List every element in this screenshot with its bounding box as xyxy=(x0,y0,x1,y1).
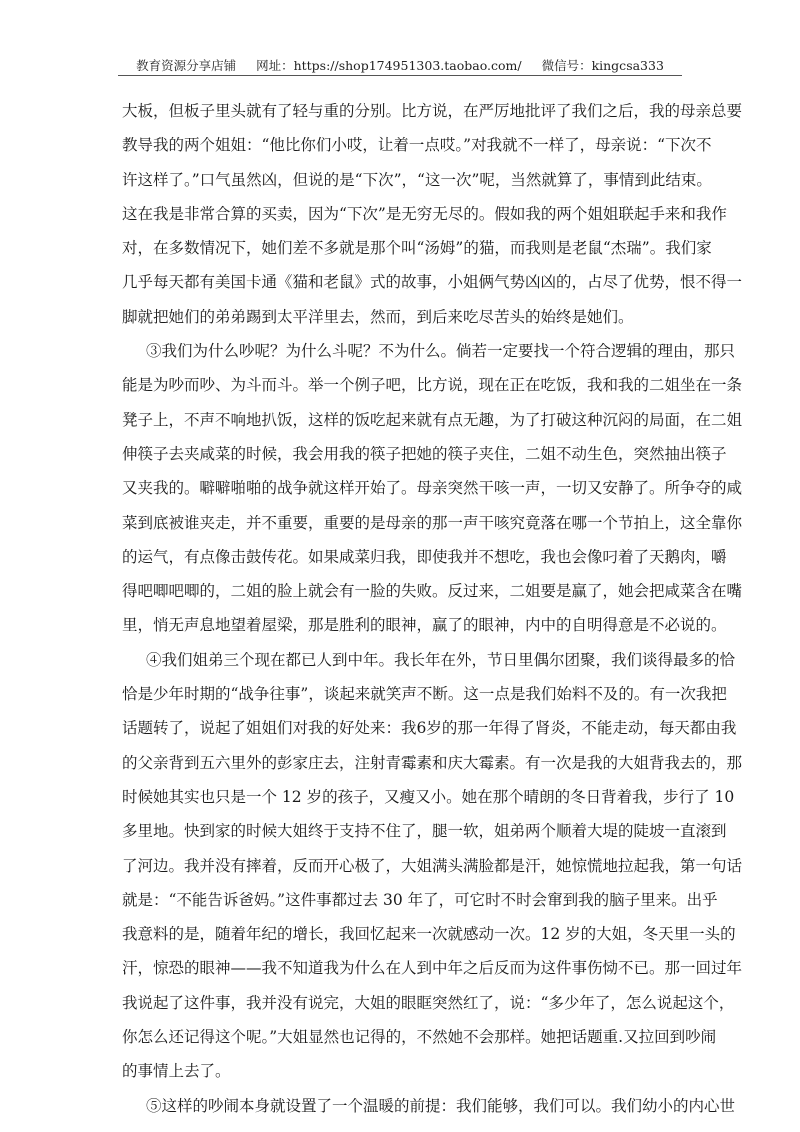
text-line: 的父亲背到五六里外的彭家庄去，注射青霉素和庆大霉素。有一次是我的大姐背我去的，那 xyxy=(122,753,743,772)
text-line: 教导我的两个姐姐：“他比你们小哎，让着一点哎。”对我就不一样了，母亲说：“下次不 xyxy=(122,136,712,155)
text-line: 脚就把她们的弟弟踢到太平洋里去，然而，到后来吃尽苦头的始终是她们。 xyxy=(122,307,634,326)
article-body xyxy=(122,94,743,1123)
text-line: 我意料的是，随着年纪的增长，我回忆起来一次就感动一次。12 岁的大姐，冬天里一头的 xyxy=(122,925,736,944)
text-line: 了河边。我并没有摔着，反而开心极了，大姐满头满脸都是汗，她惊慌地拉起我，第一句话 xyxy=(122,856,743,875)
text-line: 许这样了。”口气虽然凶，但说的是“下次”，“这一次”呢，当然就算了，事情到此结束。 xyxy=(122,170,712,189)
text-line: 能是为吵而吵、为斗而斗。举一个例子吧，比方说，现在正在吃饭，我和我的二姐坐在一条 xyxy=(122,376,743,395)
text-line: ⑤这样的吵闹本身就设置了一个温暖的前提：我们能够，我们可以。我们幼小的内心世 xyxy=(146,1096,736,1115)
text-line: 大板，但板子里头就有了轻与重的分别。比方说，在严厉地批评了我们之后，我的母亲总要 xyxy=(122,102,743,120)
text-line: 得吧唧吧唧的，二姐的脸上就会有一脸的失败。反过来，二姐要是赢了，她会把咸菜含在嘴 xyxy=(122,582,743,601)
text-line: 多里地。快到家的时候大姐终于支持不住了，腿一软，姐弟两个顺着大堤的陡坡一直滚到 xyxy=(122,822,727,841)
text-line: 几乎每天都有美国卡通《猫和老鼠》式的故事，小姐俩气势凶凶的，占尽了优势，恨不得一 xyxy=(122,273,743,292)
header-shop: 教育资源分享店铺 xyxy=(136,58,237,73)
text-line: 恰是少年时期的“战争往事”，谈起来就笑声不断。这一点是我们始料不及的。有一次我把 xyxy=(122,685,727,704)
header-wechat: 微信号：kingcsa333 xyxy=(541,58,664,73)
text-line: 的运气，有点像击鼓传花。如果咸菜归我，即使我并不想吃，我也会像叼着了天鹅肉，嚼 xyxy=(122,547,727,566)
page-header xyxy=(0,56,800,74)
text-line: 汗，惊恐的眼神——我不知道我为什么在人到中年之后反而为这件事伤恸不已。那一回过年 xyxy=(122,959,743,978)
text-line: 我说起了这件事，我并没有说完，大姐的眼眶突然红了，说：“多少年了，怎么说起这个， xyxy=(122,993,735,1012)
text-line: ④我们姐弟三个现在都已人到中年。我长年在外，节日里偶尔团聚，我们谈得最多的恰 xyxy=(146,650,736,669)
paragraph-2-continued xyxy=(122,94,743,334)
text-line: 这在我是非常合算的买卖，因为“下次”是无穷无尽的。假如我的两个姐姐联起手来和我作 xyxy=(122,204,727,223)
header-site: 网址：https://shop174951303.taobao.com/ xyxy=(256,58,522,73)
header-rule xyxy=(118,75,682,76)
text-line: 话题转了，说起了姐姐们对我的好处来：我6岁的那一年得了肾炎，不能走动，每天都由我 xyxy=(122,719,737,738)
text-line: ③我们为什么吵呢？为什么斗呢？不为什么。倘若一定要找一个符合逻辑的理由，那只 xyxy=(146,342,736,361)
text-line: 菜到底被谁夹走，并不重要，重要的是母亲的那一声干咳究竟落在哪一个节拍上，这全靠你 xyxy=(122,513,743,532)
text-line: 的事情上去了。 xyxy=(122,1062,231,1081)
text-line: 就是：“不能告诉爸妈。”这件事都过去 30 年了，可它时不时会窜到我的脑子里来。出乎 xyxy=(122,890,718,909)
paragraph-3 xyxy=(122,334,743,643)
text-line: 你怎么还记得这个呢。”大姐显然也记得的，不然她不会那样。她把话题重.又拉回到吵闹 xyxy=(122,1028,717,1047)
text-line: 伸筷子去夹咸菜的时候，我会用我的筷子把她的筷子夹住，二姐不动生色，突然抽出筷子 xyxy=(122,444,727,463)
paragraph-4 xyxy=(122,643,743,1089)
text-line: 时候她其实也只是一个 12 岁的孩子，又瘦又小。她在那个晴朗的冬日背着我，步行了 10 xyxy=(122,787,735,806)
text-line: 对，在多数情况下，她们差不多就是那个叫“汤姆”的猫，而我则是老鼠“杰瑞”。我们家 xyxy=(122,239,712,258)
text-line: 凳子上，不声不响地扒饭，这样的饭吃起来就有点无趣，为了打破这种沉闷的局面，在二姐 xyxy=(122,410,743,429)
text-line: 里，悄无声息地望着屋梁，那是胜利的眼神，赢了的眼神，内中的自明得意是不必说的。 xyxy=(122,616,727,635)
paragraph-5 xyxy=(122,1089,736,1123)
text-line: 又夹我的。噼噼啪啪的战争就这样开始了。母亲突然干咳一声，一切又安静了。所争夺的咸 xyxy=(122,479,743,498)
